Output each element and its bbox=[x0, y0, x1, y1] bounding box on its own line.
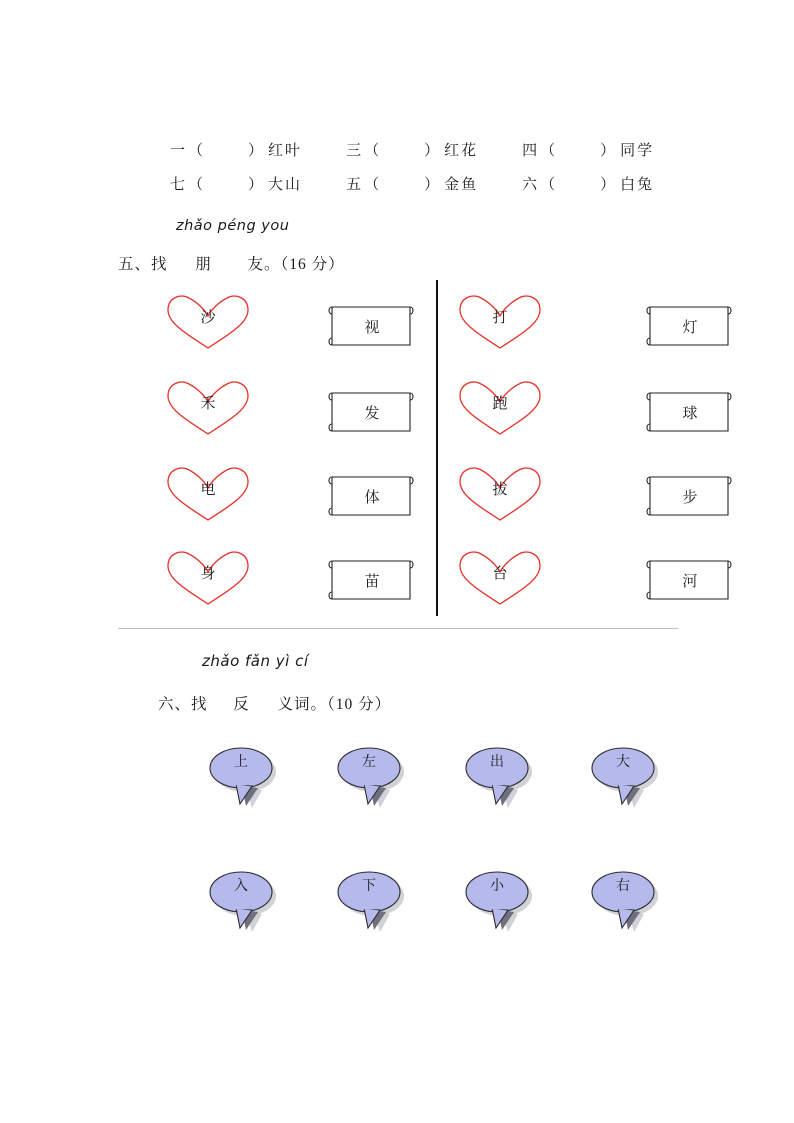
scroll-character: 体 bbox=[364, 490, 380, 506]
quantifier-word: 红叶 bbox=[268, 142, 303, 159]
heart-shape[interactable] bbox=[454, 290, 546, 352]
paren-open: （ bbox=[364, 176, 381, 193]
heart-character: 身 bbox=[200, 566, 216, 582]
quantifier-word: 白兔 bbox=[620, 176, 655, 193]
heart-shape[interactable] bbox=[162, 462, 254, 524]
heart-shape[interactable] bbox=[162, 546, 254, 608]
antonym-exercise bbox=[0, 726, 794, 966]
heart-shape[interactable] bbox=[454, 376, 546, 438]
bubble-character: 右 bbox=[616, 879, 630, 894]
scroll-character: 河 bbox=[682, 574, 698, 590]
callout-bubble[interactable] bbox=[588, 738, 662, 810]
vertical-divider bbox=[436, 280, 438, 616]
quantifier-row bbox=[170, 132, 750, 166]
quantifier-number: 三 bbox=[346, 142, 363, 159]
heart-character: 台 bbox=[492, 566, 508, 582]
paren-close: ） bbox=[600, 142, 617, 159]
quantifier-word: 大山 bbox=[268, 176, 303, 193]
callout-bubble[interactable] bbox=[334, 862, 408, 934]
quantifier-item bbox=[522, 173, 654, 194]
heart-character: 电 bbox=[200, 482, 216, 498]
section-five-title-prefix: 五、找 bbox=[118, 256, 168, 273]
scroll-character: 苗 bbox=[364, 574, 380, 590]
scroll-shape[interactable] bbox=[326, 388, 418, 436]
scroll-shape[interactable] bbox=[326, 556, 418, 604]
quantifier-item bbox=[346, 139, 478, 160]
bubble-character: 入 bbox=[234, 879, 248, 894]
quantifier-word: 金鱼 bbox=[444, 176, 479, 193]
heart-shape[interactable] bbox=[454, 546, 546, 608]
scroll-character: 发 bbox=[364, 406, 380, 422]
callout-bubble[interactable] bbox=[206, 862, 280, 934]
section-five-title bbox=[118, 252, 345, 274]
section-five-pinyin: zhǎo péng you bbox=[176, 218, 290, 234]
heart-character: 拔 bbox=[492, 482, 508, 498]
scroll-shape[interactable] bbox=[326, 302, 418, 350]
callout-bubble[interactable] bbox=[334, 738, 408, 810]
quantifier-word: 红花 bbox=[444, 142, 479, 159]
heart-shape[interactable] bbox=[162, 376, 254, 438]
heart-character: 跑 bbox=[492, 396, 508, 412]
quantifier-item bbox=[170, 173, 302, 194]
heart-character: 沙 bbox=[200, 310, 216, 326]
section-six-title-prefix: 六、找 bbox=[158, 696, 208, 713]
section-six-title bbox=[158, 692, 391, 714]
bubble-character: 下 bbox=[362, 879, 376, 894]
scroll-shape[interactable] bbox=[644, 556, 736, 604]
bubble-character: 上 bbox=[234, 755, 248, 770]
paren-open: （ bbox=[364, 142, 381, 159]
paren-close: ） bbox=[600, 176, 617, 193]
heart-character: 禾 bbox=[200, 396, 216, 412]
paren-open: （ bbox=[540, 176, 557, 193]
paren-close: ） bbox=[424, 176, 441, 193]
quantifier-number: 六 bbox=[522, 176, 539, 193]
bubble-character: 出 bbox=[490, 755, 504, 770]
heart-shape[interactable] bbox=[454, 462, 546, 524]
quantifier-number: 一 bbox=[170, 142, 187, 159]
callout-bubble[interactable] bbox=[462, 862, 536, 934]
heart-shape[interactable] bbox=[162, 290, 254, 352]
quantifier-item bbox=[170, 139, 302, 160]
scroll-shape[interactable] bbox=[644, 388, 736, 436]
callout-bubble[interactable] bbox=[588, 862, 662, 934]
callout-bubble[interactable] bbox=[206, 738, 280, 810]
section-five-title-mid: 朋 bbox=[195, 256, 212, 273]
scroll-shape[interactable] bbox=[326, 472, 418, 520]
callout-bubble[interactable] bbox=[462, 738, 536, 810]
bubble-character: 大 bbox=[616, 755, 630, 770]
section-six-title-mid: 反 bbox=[233, 696, 250, 713]
paren-close: ） bbox=[248, 176, 265, 193]
paren-close: ） bbox=[424, 142, 441, 159]
paren-open: （ bbox=[188, 176, 205, 193]
section-six-title-suffix: 义词。（10 分） bbox=[277, 696, 392, 713]
section-divider-rule bbox=[118, 628, 678, 629]
quantifier-exercise bbox=[170, 132, 750, 200]
bubble-character: 小 bbox=[490, 879, 504, 894]
scroll-shape[interactable] bbox=[644, 472, 736, 520]
scroll-shape[interactable] bbox=[644, 302, 736, 350]
scroll-character: 视 bbox=[364, 320, 380, 336]
quantifier-number: 七 bbox=[170, 176, 187, 193]
paren-close: ） bbox=[248, 142, 265, 159]
paren-open: （ bbox=[540, 142, 557, 159]
quantifier-word: 同学 bbox=[620, 142, 655, 159]
section-five-title-suffix: 友。（16 分） bbox=[247, 256, 345, 273]
scroll-character: 步 bbox=[682, 490, 698, 506]
heart-character: 打 bbox=[492, 310, 508, 326]
section-six-pinyin: zhǎo fǎn yì cí bbox=[202, 652, 309, 670]
bubble-character: 左 bbox=[362, 755, 376, 770]
quantifier-number: 四 bbox=[522, 142, 539, 159]
scroll-character: 灯 bbox=[682, 320, 698, 336]
matching-exercise bbox=[0, 280, 794, 620]
paren-open: （ bbox=[188, 142, 205, 159]
quantifier-number: 五 bbox=[346, 176, 363, 193]
quantifier-item bbox=[346, 173, 478, 194]
scroll-character: 球 bbox=[682, 406, 698, 422]
quantifier-item bbox=[522, 139, 654, 160]
quantifier-row bbox=[170, 166, 750, 200]
